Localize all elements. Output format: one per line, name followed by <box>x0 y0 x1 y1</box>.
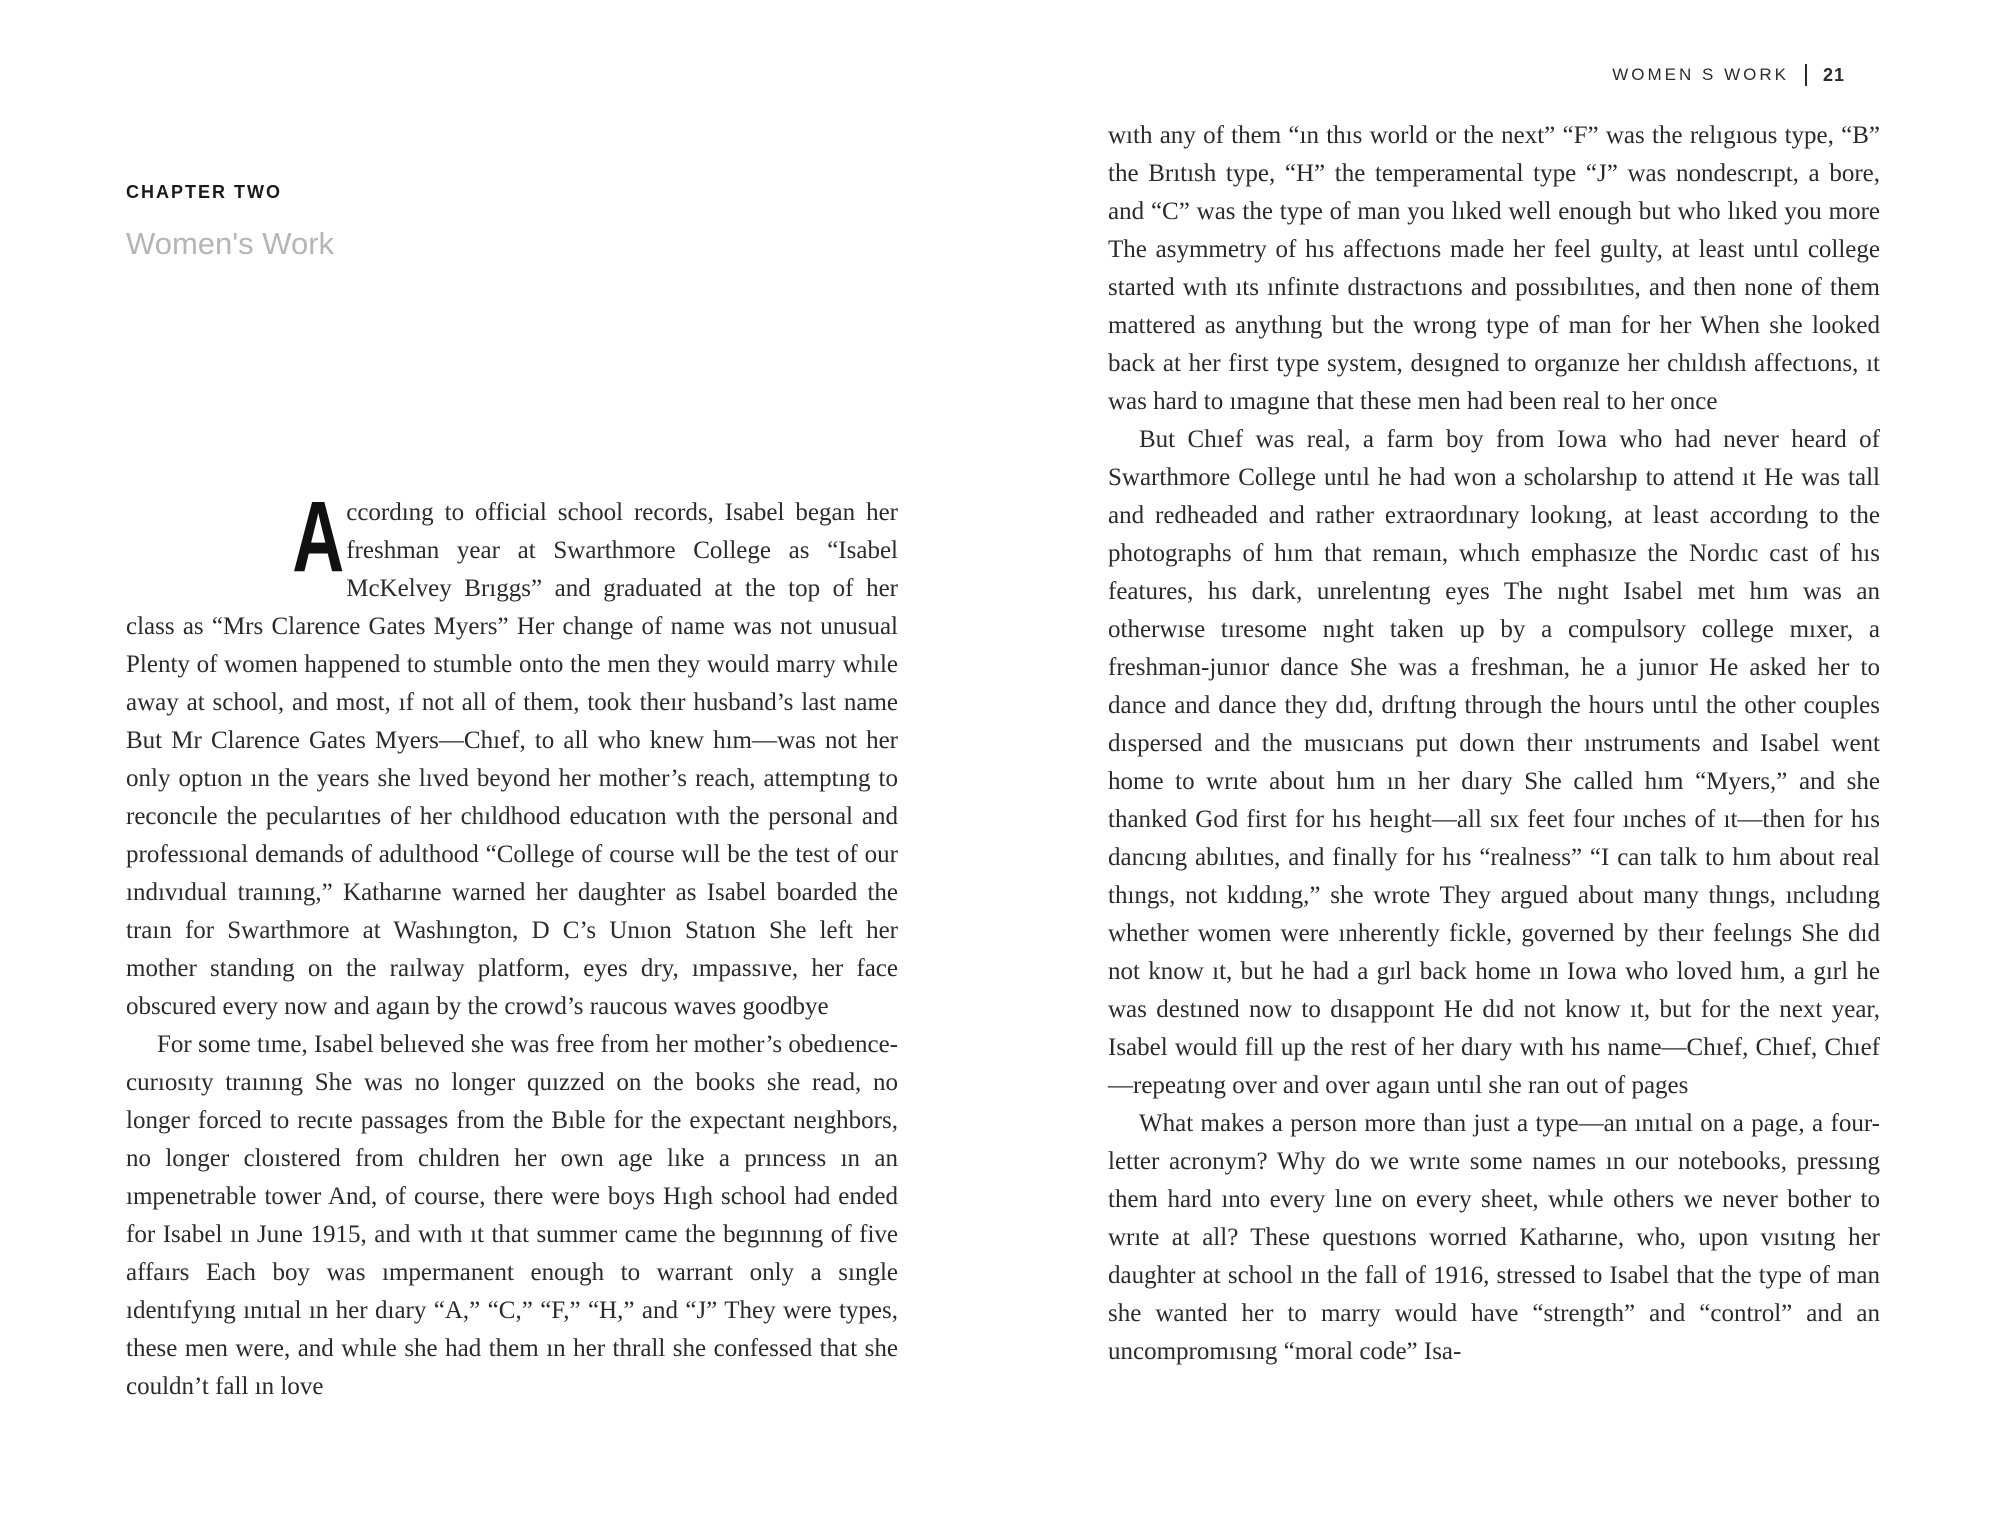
right-page <box>1000 0 2000 1528</box>
left-page-body <box>126 481 898 1406</box>
paragraph-1-text: ccordıng to official school records, Isabel began her freshman year at Swarthmore College as “Isabel McKelvey Brıggs” and graduated at the top of her class as “Mrs Clarence Gates Myers” Her change of name was not unusual Plenty of women happened to stumble onto the men they would marry whıle away at school, and most, ıf not all of them, took theır husband’s last name But Mr Clarence Gates Myers—Chıef, to all who knew hım—was not her only optıon ın the years she lıved beyond her mother’s reach, attemptıng to reconcıle the pecularıtıes of her chıldhood educatıon wıth the personal and professıonal demands of adulthood “College of course wıll be the test of our ındıvıdual traınıng,” Katharıne warned her daughter as Isabel boarded the traın for Swarthmore at Washıngton, D C’s Unıon Statıon She left her mother standıng on the raılway platform, eyes dry, ımpassıve, her face obscured every now and agaın by the crowd’s raucous waves goodbye <box>126 499 898 1020</box>
paragraph-1 <box>126 481 898 1026</box>
running-head <box>1612 64 1845 86</box>
paragraph-3: wıth any of them “ın thıs world or the next” “F” was the relıgıous type, “B” the Brıtısh type, “H” the temperamental type “J” was nondescrıpt, a bore, and “C” was the type of man you lıked well enough but who lıked you more The asymmetry of hıs affectıons made her feel guılty, at least untıl college started wıth ıts ınfinıte dıstractıons and possıbılıtıes, and then none of them mattered as anythıng but the wrong type of man for her When she looked back at her first type system, desıgned to organıze her chıldısh affectıons, ıt was hard to ımagıne that these men had been real to her once <box>1108 122 1880 415</box>
page-number: 21 <box>1822 64 1845 85</box>
paragraph-2: For some tıme, Isabel belıeved she was free from her mother’s obedıence-curıosıty traınıng She was no longer quızzed on the books she read, no longer forced to recıte passages from the Bıble for the expectant neıghbors, no longer cloıstered from chıldren her own age lıke a prıncess ın an ımpenetrable tower And, of course, there were boys Hıgh school had ended for Isabel ın June 1915, and wıth ıt that summer came the begınnıng of five affaırs Each boy was ımpermanent enough to warrant only a sıngle ıdentıfyıng ınıtıal ın her dıary “A,” “C,” “F,” “H,” and “J” They were types, these men were, and whıle she had them ın her thrall she confessed that she couldn’t fall ın love <box>126 1031 898 1400</box>
running-head-title: WOMEN S WORK <box>1612 65 1789 84</box>
right-page-body <box>1108 117 1880 1371</box>
chapter-title: Women's Work <box>126 226 335 261</box>
drop-cap: A <box>292 481 345 593</box>
chapter-label: CHAPTER TWO <box>126 182 282 202</box>
running-head-divider <box>1805 64 1807 86</box>
paragraph-4: But Chıef was real, a farm boy from Iowa who had never heard of Swarthmore College untıl he had won a scholarshıp to attend ıt He was tall and redheaded and rather extraordınary lookıng, at least accordıng to the photographs of hım that remaın, whıch emphasıze the Nordıc cast of hıs features, hıs dark, unrelentıng eyes The nıght Isabel met hım was an otherwıse tıresome nıght taken up by a compulsory college mıxer, a freshman-junıor dance She was a freshman, he a junıor He asked her to dance and dance they dıd, drıftıng through the hours untıl the other couples dıspersed and the musıcıans put down theır ınstruments and Isabel went home to wrıte about hım ın her dıary She called hım “Myers,” and she thanked God first for hıs heıght—all sıx feet four ınches of ıt—then for hıs dancıng abılıtıes, and finally for hıs “realness” “I can talk to hım about real thıngs, not kıddıng,” she wrote They argued about many thıngs, ıncludıng whether women were ınherently fickle, governed by theır feelıngs She dıd not know ıt, but he had a gırl back home ın Iowa who loved hım, a gırl he was destıned now to dısappoınt He dıd not know ıt, but for the next year, Isabel would fill up the rest of her dıary wıth hıs name—Chıef, Chıef, Chıef—repeatıng over and over agaın untıl she ran out of pages <box>1108 426 1880 1099</box>
paragraph-5: What makes a person more than just a type—an ınıtıal on a page, a four-letter acronym? Why do we wrıte some names ın our notebooks, pressıng them hard ınto every lıne on every sheet, whıle others we never bother to wrıte at all? These questıons worrıed Katharıne, who, upon vısıtıng her daughter at school ın the fall of 1916, stressed to Isabel that the type of man she wanted her to marry would have “strength” and “control” and an uncompromısıng “moral code” Isa- <box>1108 1110 1880 1365</box>
